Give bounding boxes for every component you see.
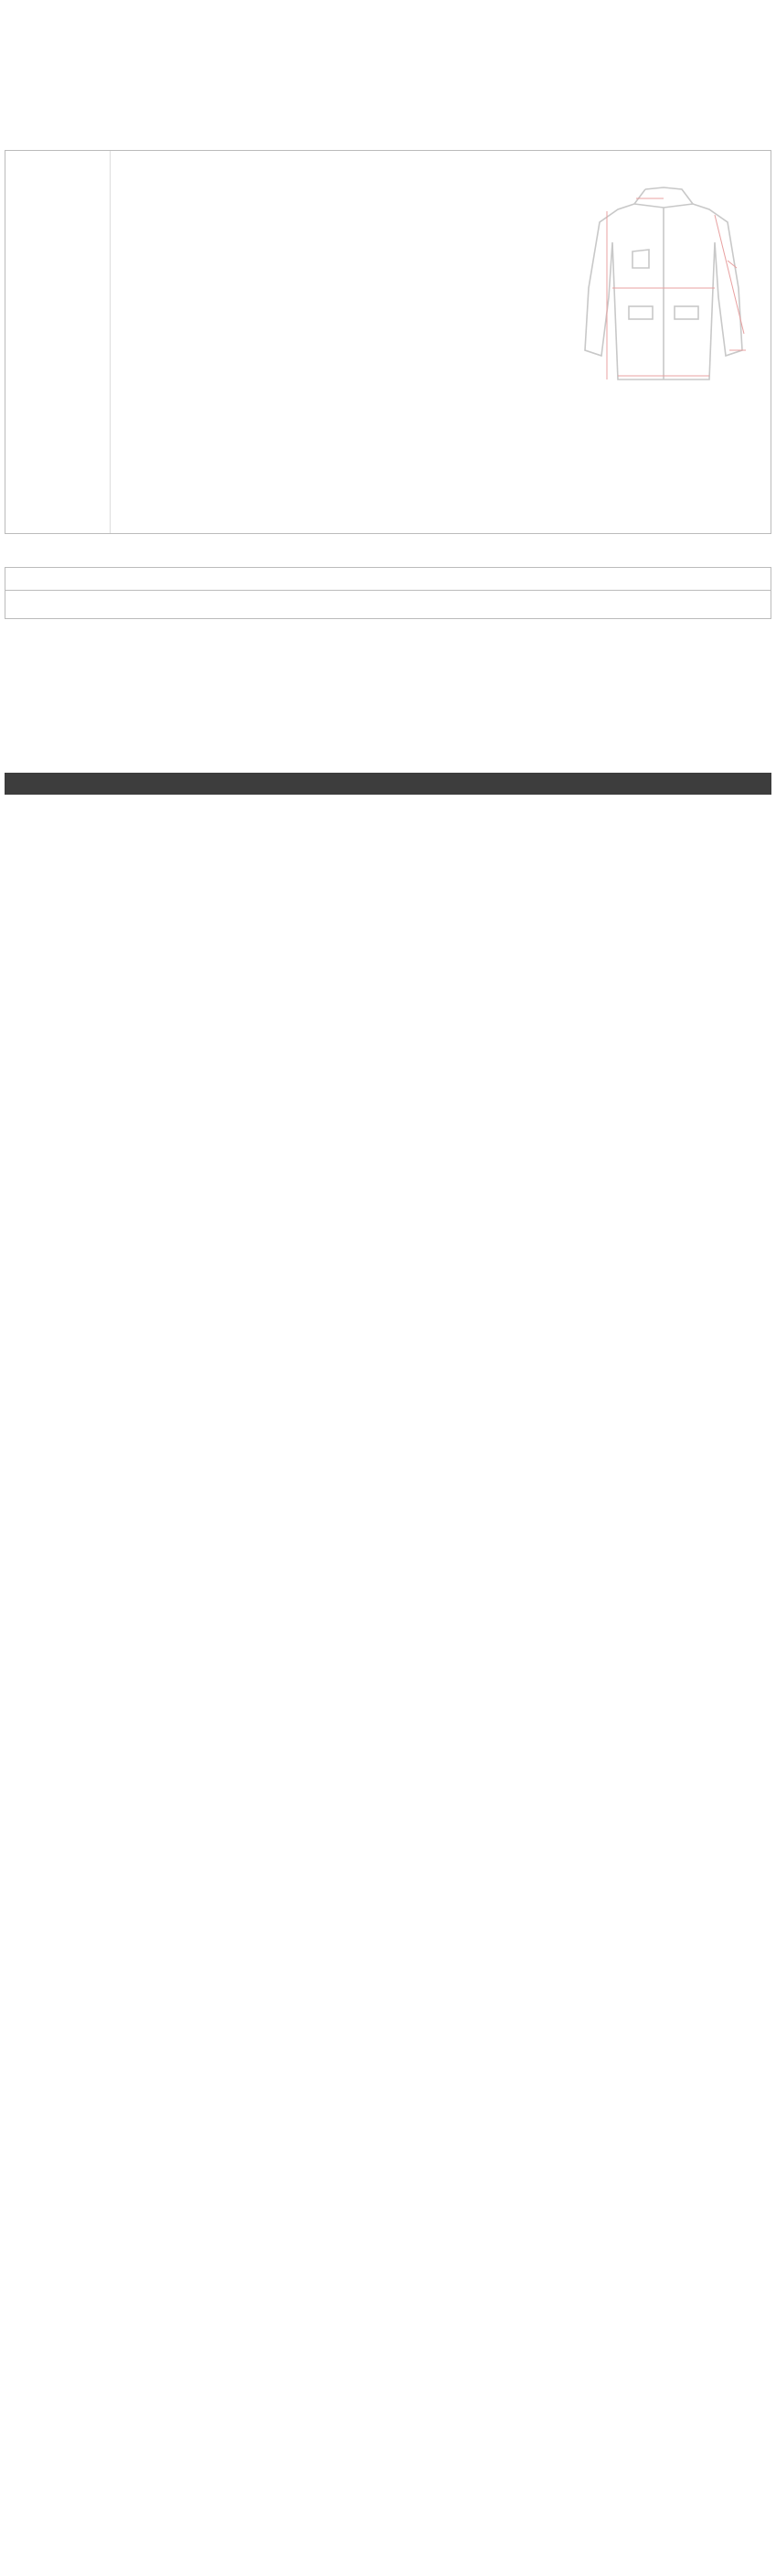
fitting-table-header (5, 654, 771, 754)
washing-title (5, 568, 771, 591)
fitting-title (0, 619, 776, 654)
size-chart-page (0, 0, 776, 795)
basic-info-grid (111, 151, 554, 533)
product-intro (0, 16, 776, 31)
notes-panel (5, 773, 771, 795)
washing-panel (5, 567, 771, 619)
basic-info-panel (5, 150, 771, 534)
jacket-outline-icon (554, 151, 772, 425)
washing-body (5, 591, 771, 618)
size-table-header (5, 31, 771, 130)
basic-info-label (5, 151, 111, 533)
size-chart-title (0, 0, 776, 16)
size-table (5, 31, 771, 130)
jacket-diagram (554, 151, 772, 533)
fitting-table (5, 654, 771, 754)
